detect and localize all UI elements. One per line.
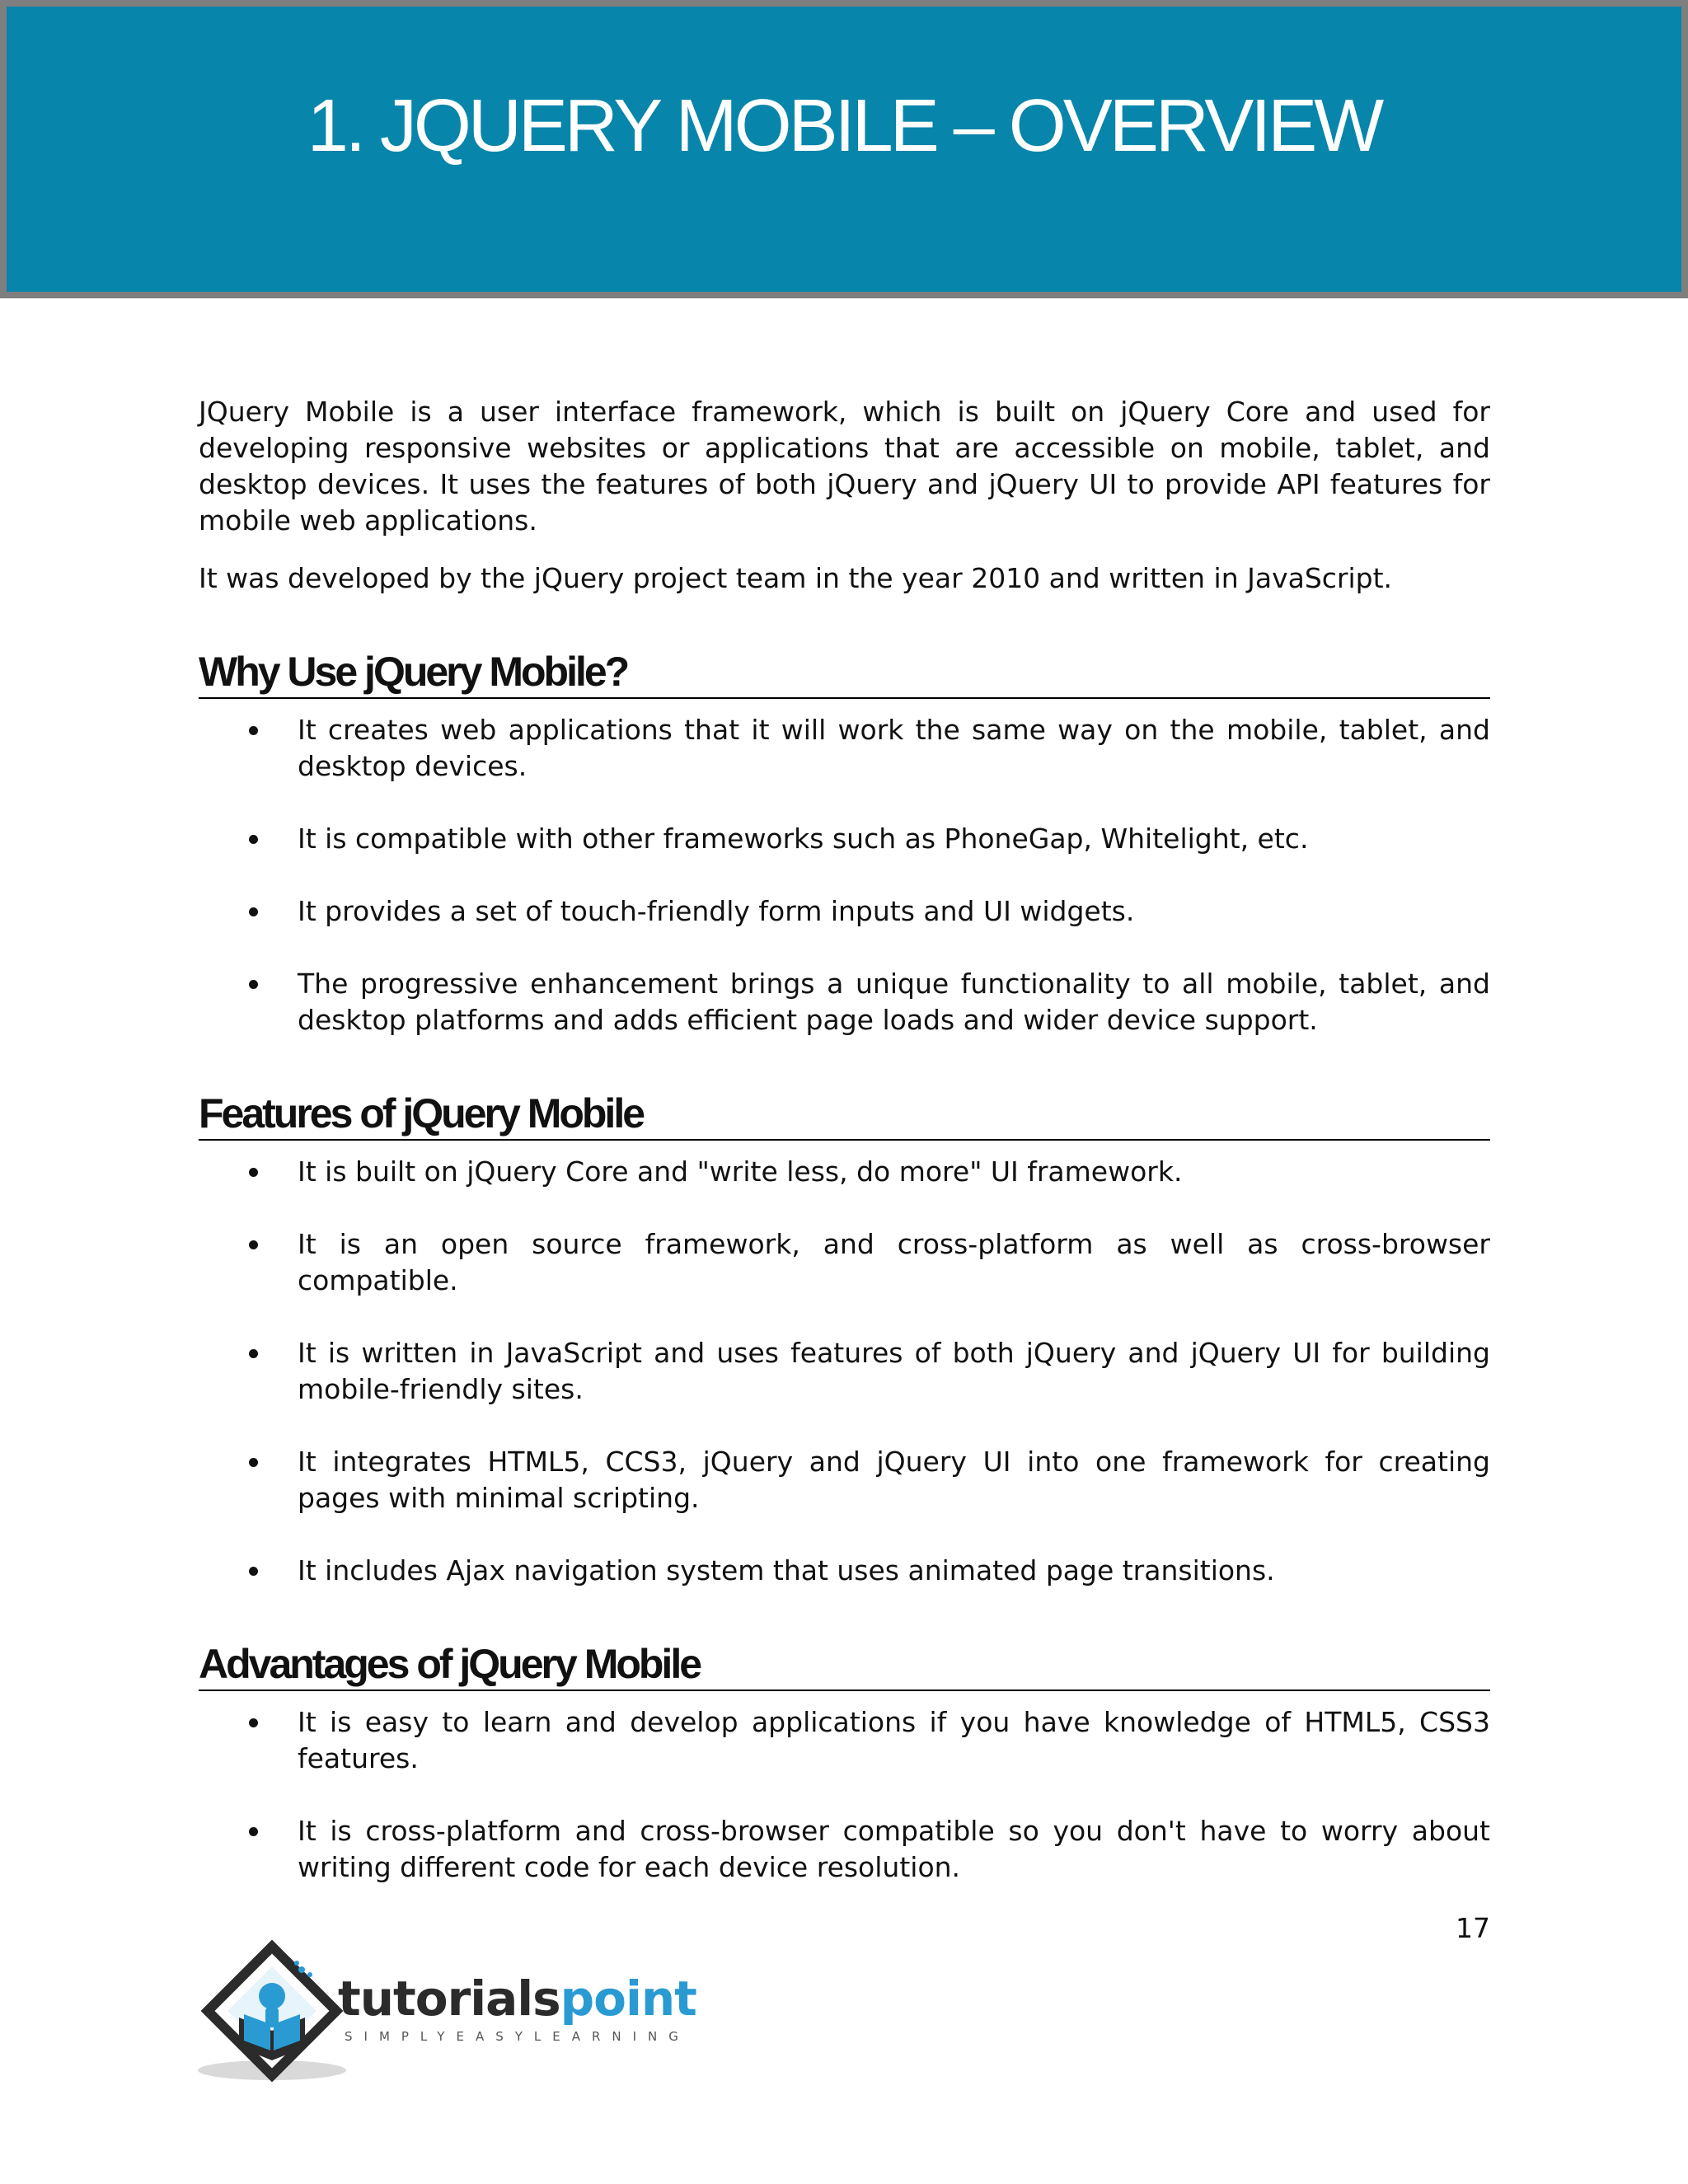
list-item-text: It is built on jQuery Core and "write less, do more" UI framework. [298,1155,1183,1188]
logo-wordmark-part1: tutorials [338,1971,560,2027]
list-item [199,1813,1490,1886]
tutorialspoint-logo [196,1938,696,2087]
bullet-icon [249,726,258,735]
section-heading: Why Use jQuery Mobile? [199,648,1490,699]
bullet-list [199,1154,1490,1589]
list-item-text: It is easy to learn and develop applications if you have knowledge of HTML5, CSS3 features. [298,1706,1490,1774]
bullet-icon [249,1827,258,1836]
list-item-text: It is an open source framework, and cross-platform as well as cross-browser compatible. [298,1228,1490,1296]
section-why-use [199,648,1490,1038]
bullet-icon [249,1349,258,1358]
list-item-text: It provides a set of touch-friendly form inputs and UI widgets. [298,895,1135,927]
section-features [199,1090,1490,1589]
bullet-icon [249,1168,258,1177]
list-item-text: It includes Ajax navigation system that uses animated page transitions. [298,1554,1275,1586]
section-heading: Advantages of jQuery Mobile [199,1640,1490,1691]
list-item [199,966,1490,1038]
bullet-icon [249,835,258,844]
tutorialspoint-logo-icon [196,1938,353,2087]
list-item-text: It integrates HTML5, CCS3, jQuery and jQuery UI into one framework for creating pages with minimal scripting. [298,1446,1490,1514]
logo-tagline: SIMPLYEASYLEARNING [345,2029,690,2044]
chapter-title: 1. JQUERY MOBILE – OVERVIEW [307,85,1381,167]
list-item-text: It is cross-platform and cross-browser compatible so you don't have to worry about writing different code for each device resolution. [298,1815,1490,1883]
list-item [199,821,1490,857]
logo-wordmark-part2: point [560,1971,696,2027]
intro-paragraph: JQuery Mobile is a user interface framework, which is built on jQuery Core and used for developing responsive websites or applications that are accessible on mobile, tablet, and desktop devices. It uses the features of both jQuery and jQuery UI to provide API features for mobile web applications. [199,396,1490,537]
list-item [199,712,1490,785]
list-item [199,1444,1490,1516]
page-content [199,394,1490,1886]
bullet-icon [249,1718,258,1727]
logo-wordmark [338,1971,696,2027]
list-item [199,1335,1490,1408]
intro-paragraph: It was developed by the jQuery project team in the year 2010 and written in JavaScript. [199,562,1393,594]
list-item [199,1154,1490,1190]
chapter-banner [0,0,1688,298]
list-item-text: It is compatible with other frameworks such as PhoneGap, Whitelight, etc. [298,823,1309,855]
list-item-text: It creates web applications that it will work the same way on the mobile, tablet, and desktop devices. [298,714,1490,782]
section-advantages [199,1640,1490,1886]
page-number: 17 [1456,1912,1490,1944]
list-item-text: The progressive enhancement brings a unique functionality to all mobile, tablet, and desktop platforms and adds efficient page loads and wider device support. [298,968,1490,1036]
bullet-icon [249,907,258,916]
list-item [199,1553,1490,1589]
list-item [199,1704,1490,1777]
bullet-icon [249,1240,258,1249]
bullet-icon [249,980,258,989]
bullet-list [199,712,1490,1038]
list-item-text: It is written in JavaScript and uses features of both jQuery and jQuery UI for building mobile-friendly sites. [298,1337,1490,1405]
list-item [199,1226,1490,1299]
section-heading: Features of jQuery Mobile [199,1090,1490,1141]
bullet-icon [249,1458,258,1467]
bullet-icon [249,1567,258,1576]
bullet-list [199,1704,1490,1886]
list-item [199,893,1490,930]
